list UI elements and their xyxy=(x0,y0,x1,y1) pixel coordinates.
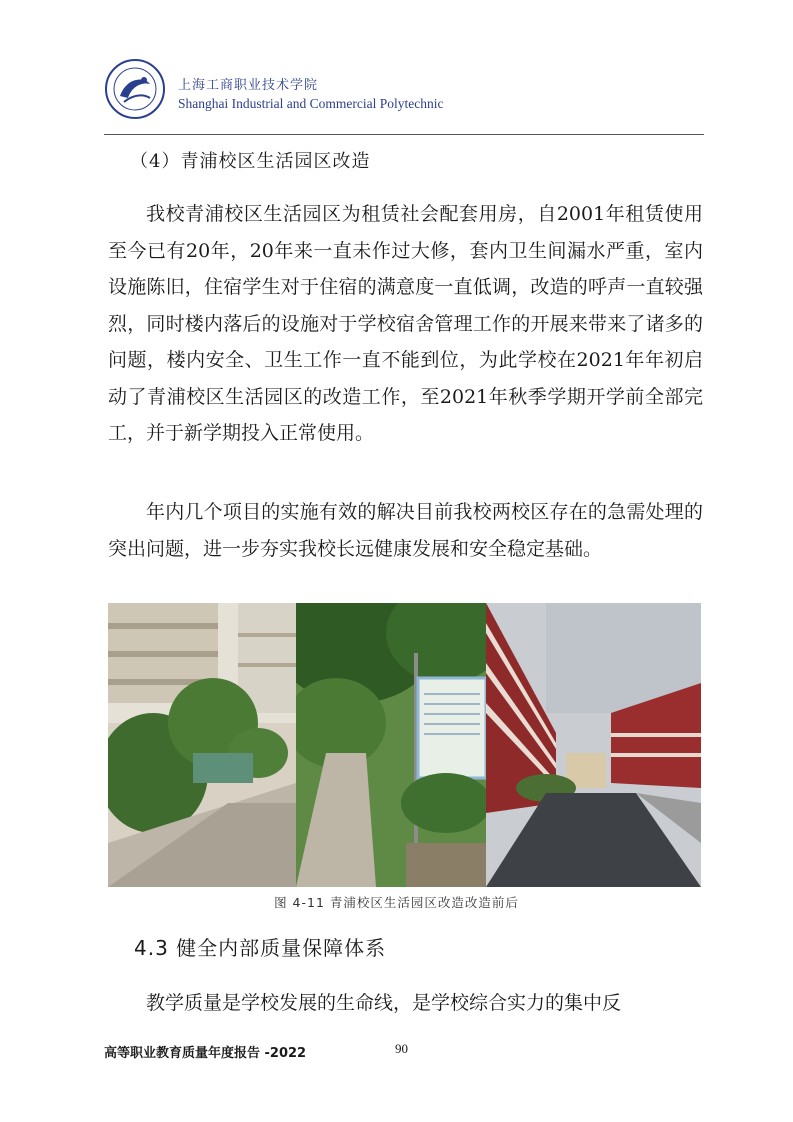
school-emblem-icon xyxy=(104,58,166,120)
photo-before-trees-sign xyxy=(296,603,486,887)
body-paragraph-renovation: 我校青浦校区生活园区为租赁社会配套用房，自2001年租赁使用至今已有20年，20年来一直未作过大修，套内卫生间漏水严重，室内设施陈旧，住宿学生对于住宿的满意度一直低调，改造的呼声一直较强烈，同时楼内落后的设施对于学校宿舍管理工作的开展来带来了诸多的问题，楼内安全、卫生工作一直不能到位，为此学校在2021年年初启动了青浦校区生活园区的改造工作，至2021年秋季学期开学前全部完工，并于新学期投入正常使用。 xyxy=(108,203,703,444)
header-divider xyxy=(104,134,704,135)
page-header xyxy=(104,52,704,132)
figure-photos xyxy=(108,603,701,887)
body-paragraph-summary: 年内几个项目的实施有效的解决目前我校两校区存在的急需处理的突出问题，进一步夯实我校长远健康发展和安全稳定基础。 xyxy=(108,501,703,560)
subsection-heading: （4）青浦校区生活园区改造 xyxy=(130,151,371,172)
page-number: 90 xyxy=(395,1041,408,1056)
figure-caption: 图 4-11 青浦校区生活园区改造改造前后 xyxy=(274,895,519,910)
section-heading: 4.3 健全内部质量保障体系 xyxy=(134,936,387,960)
school-name-chinese: 上海工商职业技术学院 xyxy=(178,78,319,93)
school-name-english: Shanghai Industrial and Commercial Polytechnic xyxy=(178,96,444,111)
photo-after-red-buildings xyxy=(486,603,701,887)
footer-report-title: 高等职业教育质量年度报告 -2022 xyxy=(104,1046,307,1061)
photo-before-building-path xyxy=(108,603,296,887)
body-paragraph-quality: 教学质量是学校发展的生命线，是学校综合实力的集中反 xyxy=(146,992,622,1014)
